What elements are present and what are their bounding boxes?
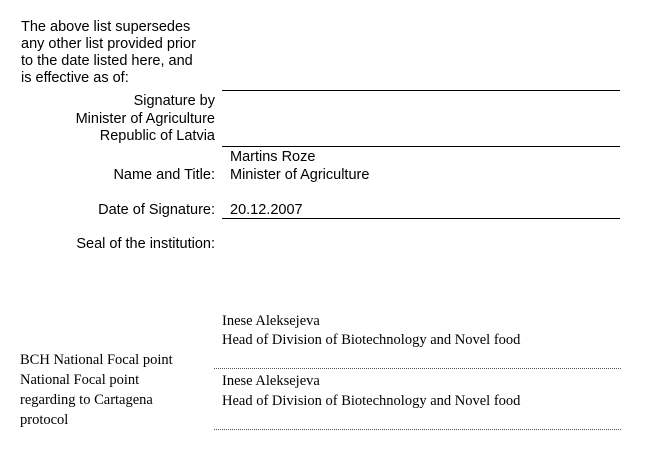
intro-line-3: to the date listed here, and bbox=[21, 53, 193, 69]
focal-label-line-4: protocol bbox=[20, 412, 69, 428]
intro-line-2: any other list provided prior bbox=[21, 36, 196, 52]
signature-by-line-2: Minister of Agriculture bbox=[75, 111, 215, 127]
signatory-title: Minister of Agriculture bbox=[230, 167, 370, 183]
focal-label-line-2: National Focal point bbox=[20, 372, 140, 388]
focal-point-1-line bbox=[214, 368, 621, 369]
focal-point-2-title: Head of Division of Biotechnology and Novel food bbox=[222, 393, 521, 409]
focal-label-line-1: BCH National Focal point bbox=[20, 352, 173, 368]
focal-label-line-3: regarding to Cartagena bbox=[20, 392, 153, 408]
date-line bbox=[222, 218, 620, 219]
date-of-signature-value: 20.12.2007 bbox=[230, 202, 303, 218]
intro-line-4: is effective as of: bbox=[21, 70, 129, 86]
signatory-name: Martins Roze bbox=[230, 149, 316, 165]
focal-point-2-line bbox=[214, 429, 621, 430]
focal-point-2-name: Inese Aleksejeva bbox=[222, 373, 320, 389]
focal-point-1-name: Inese Aleksejeva bbox=[222, 313, 320, 329]
focal-point-1-title: Head of Division of Biotechnology and Novel food bbox=[222, 332, 521, 348]
name-title-label: Name and Title: bbox=[113, 167, 215, 183]
effective-date-line bbox=[222, 90, 620, 91]
signature-line bbox=[222, 146, 620, 147]
seal-label: Seal of the institution: bbox=[76, 236, 215, 252]
signature-by-line-3: Republic of Latvia bbox=[99, 128, 215, 144]
intro-line-1: The above list supersedes bbox=[21, 19, 191, 35]
signature-by-line-1: Signature by bbox=[133, 93, 215, 109]
date-of-signature-label: Date of Signature: bbox=[98, 202, 215, 218]
